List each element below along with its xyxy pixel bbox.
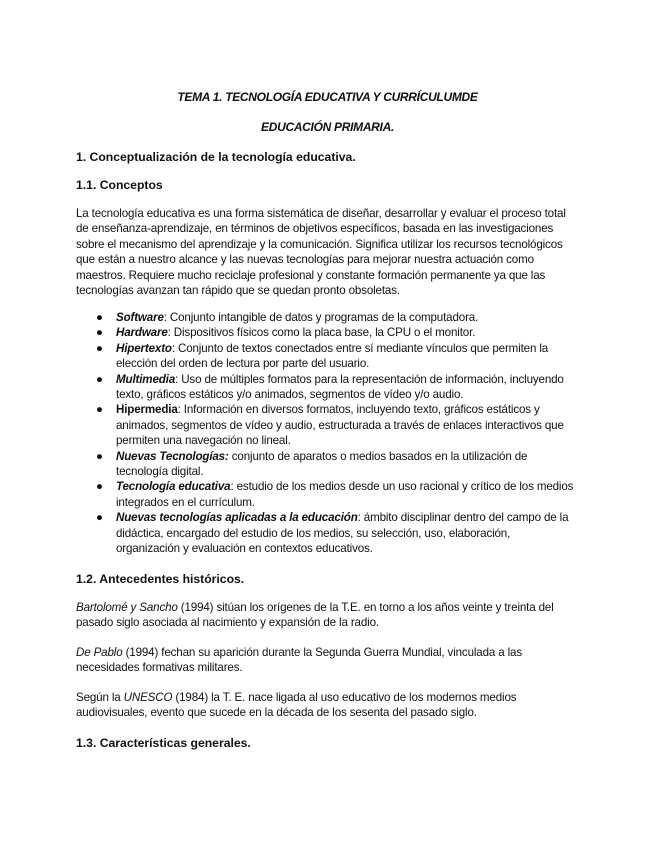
- section-1-1-heading: 1.1. Conceptos: [76, 178, 163, 192]
- definition-text: : Información en diversos formatos, incluyendo texto, gráficos estáticos y animados, segmentos de vídeo y audio, estructurada a través de enlaces interactivos que permiten una navegación no lineal.: [116, 403, 564, 448]
- definition-text: : Conjunto intangible de datos y programas de la computadora.: [163, 311, 479, 324]
- history-paragraph-1: [76, 600, 581, 631]
- list-item: [96, 325, 576, 340]
- definition-term: Nuevas tecnologías aplicadas a la educación: [116, 511, 358, 525]
- document-title-line1: TEMA 1. TECNOLOGÍA EDUCATIVA Y CURRÍCULUMDE: [177, 90, 478, 104]
- list-item: [96, 510, 576, 556]
- bullet-icon: ●: [96, 511, 103, 525]
- bullet-icon: ●: [96, 480, 103, 494]
- definition-term: Software: [116, 311, 164, 324]
- bullet-icon: ●: [96, 449, 103, 463]
- list-item: [96, 449, 576, 480]
- history-text: (1994) sitúan los orígenes de la T.E. en torno a los años veinte y treinta del pasado siglo asociada al nacimiento y expansión de la radio.: [76, 601, 554, 630]
- definition-term: Nuevas Tecnologías:: [116, 449, 229, 463]
- bullet-icon: ●: [96, 372, 103, 386]
- bullet-icon: ●: [96, 403, 103, 417]
- definition-text: conjunto de aparatos o medios basados en la utilización de tecnología digital.: [116, 449, 528, 479]
- citation-author: Bartolomé y Sancho: [76, 601, 181, 614]
- list-item: [96, 310, 576, 325]
- bullet-icon: ●: [96, 311, 103, 324]
- definition-text: : estudio de los medios desde un uso racional y crítico de los medios integrados en el currículum.: [116, 480, 574, 509]
- section-1-3-heading: 1.3. Características generales.: [76, 736, 251, 750]
- document-title-line2: EDUCACIÓN PRIMARIA.: [261, 120, 394, 134]
- definition-term: Multimedia: [116, 372, 176, 386]
- list-item: [96, 479, 576, 510]
- list-item: [96, 341, 576, 372]
- definition-term: Hipertexto: [116, 341, 172, 355]
- history-paragraph-3: [76, 690, 566, 721]
- definition-text: : Uso de múltiples formatos para la representación de información, incluyendo texto, gráficos estáticos y/o animados, segmentos de vídeo y/o audio.: [116, 372, 564, 402]
- intro-paragraph: La tecnología educativa es una forma sistemática de diseñar, desarrollar y evaluar el proceso total de enseñanza-aprendizaje, en términos de objetivos específicos, basada en las investigaciones sobre el mecanismo del aprendizaje y la comunicación. Significa utilizar los recursos tecnológicos que están a nuestro alcance y las nuevas tecnologías para mejorar nuestra actuación como maestros. Requiere mucho reciclaje profesional y constante formación permanente ya que las tecnologías avanzan tan rápido que se quedan pronto obsoletas.: [76, 207, 566, 298]
- history-prefix: Según la: [76, 691, 124, 704]
- history-text: (1984) la T. E. nace ligada al uso educativo de los modernos medios audiovisuales, evento que sucede en la década de los sesenta del pasado siglo.: [76, 691, 517, 720]
- definition-text: : Dispositivos físicos como la placa base, la CPU o el monitor.: [167, 326, 476, 340]
- bullet-icon: ●: [96, 341, 103, 355]
- definition-term: Hipermedia: [116, 403, 178, 417]
- bullet-icon: ●: [96, 326, 103, 340]
- section-1-2-heading: 1.2. Antecedentes históricos.: [76, 572, 245, 586]
- list-item: [96, 372, 576, 403]
- section-1-heading: 1. Conceptualización de la tecnología educativa.: [76, 150, 356, 164]
- history-paragraph-2: [76, 645, 556, 676]
- list-item: [96, 402, 576, 448]
- citation-author: UNESCO: [123, 691, 176, 704]
- definition-term: Tecnología educativa: [116, 480, 231, 494]
- citation-author: De Pablo: [76, 646, 126, 659]
- definition-text: : Conjunto de textos conectados entre sí mediante vínculos que permiten la elección del orden de lectura por parte del usuario.: [116, 341, 549, 371]
- definition-text: : ámbito disciplinar dentro del campo de la didáctica, encargado del estudio de los medios, su selección, uso, elaboración, organización y evaluación en contextos educativos.: [116, 511, 569, 556]
- definition-term: Hardware: [116, 326, 168, 340]
- definitions-list: [96, 310, 576, 557]
- history-text: (1994) fechan su aparición durante la Segunda Guerra Mundial, vinculada a las necesidades formativas militares.: [76, 646, 523, 675]
